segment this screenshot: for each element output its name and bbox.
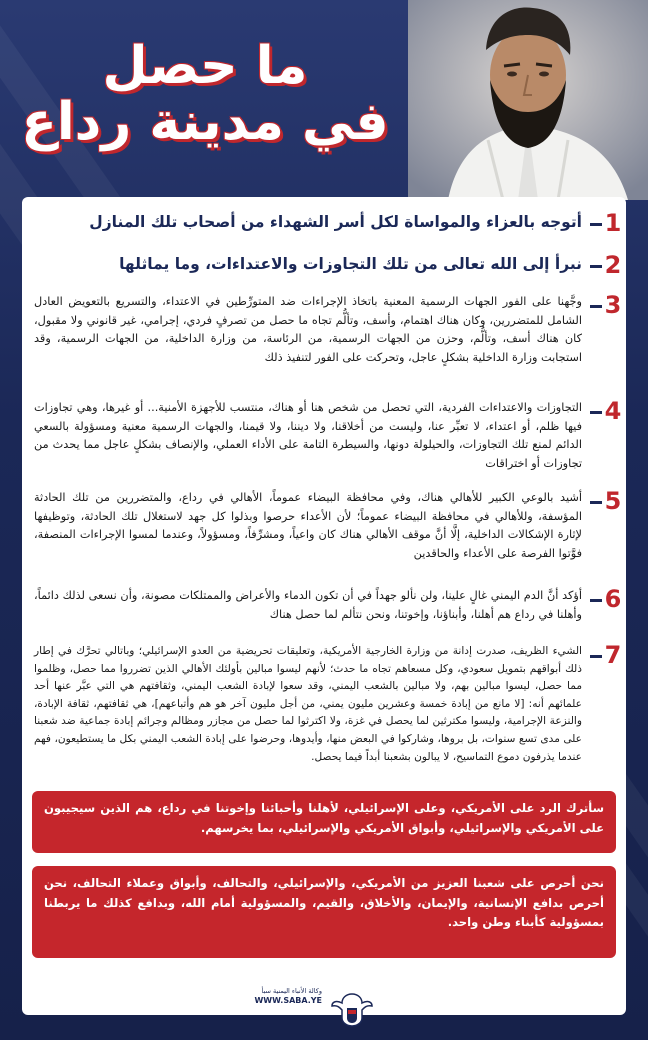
item-number: 7 xyxy=(596,643,630,667)
agency-credit xyxy=(232,987,322,1005)
item-text: وجَّهنا على الفور الجهات الرسمية المعنية باتخاذ الإجراءات ضد المتورِّطين في الاعتداء، والتسريع بالتعويض العادل الشامل للمتضررين، وكان هناك اهتمام، وأسف، وتألُّم تجاه ما حصل من تصرفٍ فردي، إجرامي، غير قانوني ولا مقبول، كان هناك أسف، وتألُّم، وحزن من الجهات الرسمية، من الرئاسة، من وزارة الداخلية، من الجهات الرسمية، وقد استجابت وزارة الداخلية بشكلٍ عاجل، وتحركت على الفور لتنفيذ ذلك xyxy=(34,295,582,365)
item-number: 3 xyxy=(596,293,630,317)
item-text: نبرأ إلى الله تعالى من تلك التجاوزات والاعتداءات، وما يماثلها xyxy=(119,255,582,273)
page-title-line-1: ما حصل xyxy=(102,36,308,96)
page-title-line-2: في مدينة رداع xyxy=(21,92,389,152)
item-text: أتوجه بالعزاء والمواساة لكل أسر الشهداء من أصحاب تلك المنازل xyxy=(89,213,582,231)
statement-card xyxy=(22,197,626,1015)
highlight-banner: سأترك الرد على الأمريكي، وعلى الإسرائيلي، لأهلنا وأحبائنا وإخوتنا في رداع، هم الذين سيجيبون على الأمريكي والإسرائيلي، وأبواق الأمريكي والإسرائيلي، بما يخرسهم. xyxy=(32,791,616,853)
item-text: أؤكد أنَّ الدم اليمني غالٍ علينا، ولن نألو جهداً في أن تكون الدماء والأعراض والممتلكات مصونة، وأن نسعى لذلك دائماً، وأهلنا في رداع هم أهلنا، وأبناؤنا، وإخوتنا، ونحن نتألم لما حصل هناك xyxy=(34,589,582,621)
item-number: 5 xyxy=(596,489,630,513)
speaker-portrait xyxy=(408,0,648,200)
agency-url: WWW.SABA.YE xyxy=(254,996,322,1005)
item-number: 2 xyxy=(596,253,630,277)
item-number: 6 xyxy=(596,587,630,611)
agency-name: وكالة الأنباء اليمنية سبأ xyxy=(261,987,322,995)
saba-eagle-logo-icon xyxy=(330,988,374,1028)
item-number: 4 xyxy=(596,399,630,423)
item-text: الشيء الظريف، صدرت إدانة من وزارة الخارجية الأمريكية، وتعليقات تحريضية من العدو الإسرائيلي؛ وباتالي تحرَّك في إطار ذلك أبواقهم بتمويل سعودي، وكل مسعاهم تجاه ما حدث؛ لأنهم ليسوا مبالين بأولئك الأهالي الذين تضرروا مما حصل، وظلموا مما حصل، ليسوا مبالين بهم، ولا مبالين بالشعب اليمني، وقد سعوا لإبادة الشعب اليمني، وثقافتهم هي التي عبَّر عنها أحد علمائهم أنه: [لا مانع من إبادة خمسة وعشرين مليون يمني، من أجل مليون آخر هو هم وأتباعهم]، هي ثقافتهم، ثقافة الإبادة، والنزعة الإجرامية، وليسوا مكترثين لما يحصل في غزة، ولا اكترثوا لما حصل من مجازر ومظالم وجرائم إبادة جماعية ضد شعبنا على مدى تسع سنوات، بل بروها، وشاركوا في البعض منها، وأيدوها، وحرضوا على إبادة الشعب اليمني بكل ما يستطيعون، فهم عندما يذرفون دموع التماسيح، لا يبالون بشعبنا أبداً فيما يحصل. xyxy=(34,645,582,763)
item-text: أشيد بالوعي الكبير للأهالي هناك، وفي محافظة البيضاء عموماً، الأهالي في رداع، والمتضررين من تلك الحادثة المؤسفة، وللأهالي في محافظة البيضاء عموماً؛ لأن الأعداء حرصوا وبذلوا كل جهد لاستغلال تلك الحادثة، وتوظيفها لإثارة الإشكالات الداخلية، إلَّا أنَّ موقف الأهالي هناك كان واعياً، ومشرِّفاً، ومسؤولاً، وعندما لمسوا الإجراءات المنصفة، فوَّتوا الفرصة على الأعداء والحاقدين xyxy=(34,491,582,561)
item-number: 1 xyxy=(596,211,630,235)
highlight-banner: نحن أحرص على شعبنا العزيز من الأمريكي، والإسرائيلي، والتحالف، وأبواق وعملاء التحالف، نحن أحرص بدافع الإنسانية، والإيمان، والأخلاق، والقيم، والمسؤولية أمام الله، وبدافع كذلك ما يربطنا بمسؤولية كأبناء وطن واحد. xyxy=(32,866,616,958)
item-text: التجاوزات والاعتداءات الفردية، التي تحصل من شخص هنا أو هناك، منتسب للأجهزة الأمنية... أو غيرها، وهي تجاوزات فيها ظلم، أو اعتداء، لا تعبِّر عنا، وليست من أخلاقنا، ولا ديننا، ولا قيمنا، والجهات الرسمية معنية ومسؤولة بالسعي الدائم لمنع تلك التجاوزات، والحيلولة دونها، والسيطرة التامة على الأداء العملي، والإنصاف بشكلٍ عاجل مما يحدث من تجاوزات أو اختراقات xyxy=(34,401,582,471)
